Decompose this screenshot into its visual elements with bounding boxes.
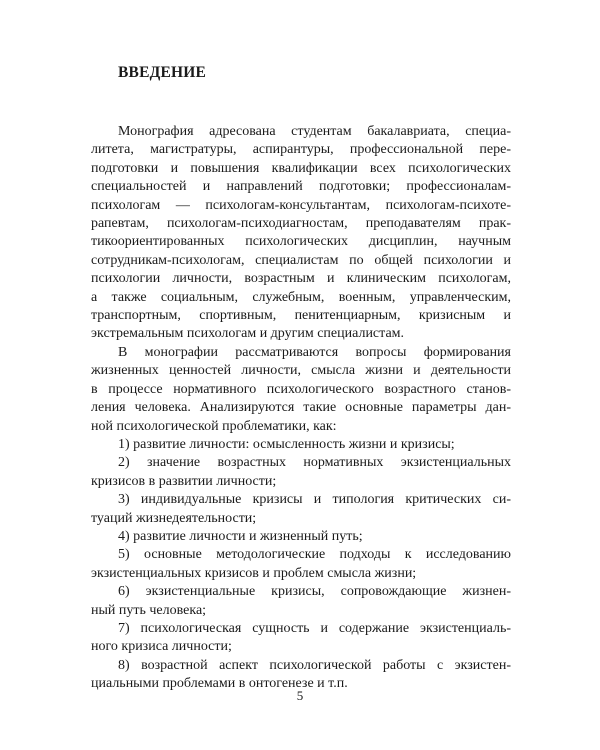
list-item: 7) психологическая сущность и содержание экзистенциаль- [118,620,511,636]
list-item: 8) возрастной аспект психологической работы с экзистен- [118,657,511,673]
text-line: тикоориентированных психологических дисциплин, научным [91,234,511,250]
list-item: 2) значение возрастных нормативных экзистенциальных [118,455,511,471]
body-text [91,123,511,694]
text-line: психологам — психологам-консультантам, психологам-психоте- [91,197,511,213]
text-line: жизненных ценностей личности, смысла жизни и деятельности [91,363,511,379]
text-line: экстремальным психологам и другим специалистам. [91,326,405,342]
text-line: сотрудникам-психологам, специалистам по общей психологии и [91,252,511,268]
list-item-continuation: циальными проблемами в онтогенезе и т.п. [91,676,348,692]
text-line: психологии личности, возрастным и клиническим психологам, [91,271,511,287]
text-line: подготовки и повышения квалификации всех психологических [91,160,511,176]
page-number: 5 [296,688,304,703]
list-item-continuation: кризисов в развитии личности; [91,473,277,489]
text-line: литета, магистратуры, аспирантуры, профессиональной пере- [91,142,511,158]
text-line: специальностей и направлений подготовки; профессионалам- [91,179,511,195]
list-item: 3) индивидуальные кризисы и типология критических си- [118,492,511,508]
text-line: ления человека. Анализируются такие основные параметры дан- [91,400,511,416]
list-item-continuation: ный путь человека; [91,602,207,618]
list-item: 5) основные методологические подходы к исследованию [118,547,511,563]
text-line: ной психологической проблематики, как: [91,418,337,434]
text-line: транспортным, спортивным, пенитенциарным, кризисным и [91,308,511,324]
text-line: в процессе нормативного психологического возрастного станов- [91,381,511,397]
text-line: Монография адресована студентам бакалавриата, специа- [118,124,511,139]
text-line: В монографии рассматриваются вопросы формирования [118,344,511,360]
list-item-continuation: ного кризиса личности; [91,639,232,655]
page-title: ВВЕДЕНИЕ [118,64,207,81]
list-item: 1) развитие личности: осмысленность жизни и кризисы; [118,436,455,452]
text-line: рапевтам, психологам-психодиагностам, преподавателям прак- [91,216,511,232]
list-item: 6) экзистенциальные кризисы, сопровождающие жизнен- [118,584,511,600]
list-item-continuation: туаций жизнедеятельности; [91,510,257,526]
list-item: 4) развитие личности и жизненный путь; [118,528,363,544]
text-line: а также социальным, служебным, военным, управленческим, [91,289,511,305]
list-item-continuation: экзистенциальных кризисов и проблем смысла жизни; [91,565,417,581]
